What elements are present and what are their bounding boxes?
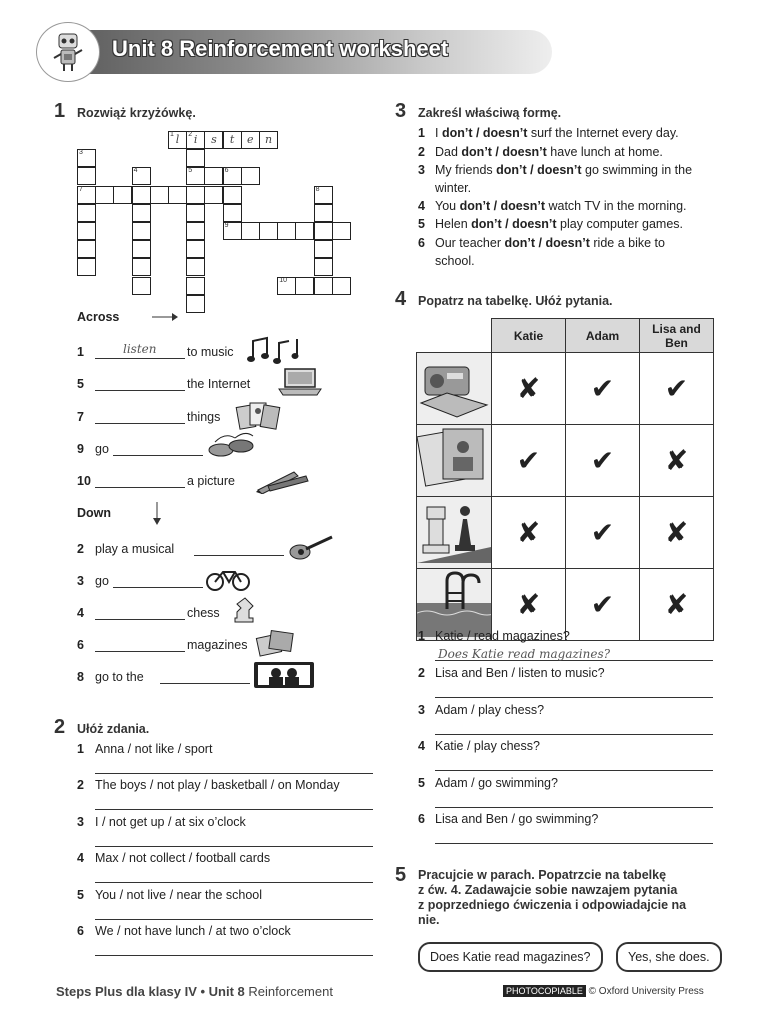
ex2-item-prompt: We / not have lunch / at two o’clock [95,924,291,938]
ex3-subject: I [435,126,442,140]
ex4-answer-text: Does Katie read magazines? [438,647,611,661]
table-cell [640,569,714,641]
exercise-5-instructions [418,868,718,928]
crossword-cell[interactable] [132,222,151,240]
crossword-letter: t [229,133,235,146]
ex3-sentence [435,145,663,159]
ex4-answer-line[interactable] [435,697,713,698]
clue-prefix: go to the [95,670,144,684]
crossword-cell[interactable] [223,222,242,240]
clue-prefix: go [95,442,109,456]
ex3-item-number: 3 [418,163,425,177]
chess-knight-icon [227,596,291,626]
crossword-clue-number: 4 [133,167,138,175]
exercise-2-title: Ułóż zdania. [77,722,150,736]
clue-number: 4 [77,606,84,620]
answer-blank[interactable] [95,487,185,488]
bicycle-icon [205,564,269,594]
crossword-cell[interactable] [186,222,205,240]
crossword-cell[interactable] [95,186,114,204]
column-header: Adam [566,319,640,353]
ex4-question-number: 5 [418,776,425,790]
ex4-answer-line[interactable] [435,843,713,844]
ex2-item-prompt: Anna / not like / sport [95,742,213,756]
music-notes-icon [247,335,311,365]
ex3-rest: watch TV in the morning. [545,199,687,213]
speech-bubble-question: Does Katie read magazines? [418,942,603,972]
crossword-letter: s [211,133,217,146]
down-label: Down [77,506,112,520]
arrow-right-icon [152,312,178,322]
chess-icon [417,497,491,565]
ex3-rest: have lunch at home. [546,145,663,159]
ex3-rest: surf the Internet every day. [527,126,679,140]
ex4-question-prompt: Lisa and Ben / go swimming? [435,812,599,826]
crossword-cell[interactable] [77,222,96,240]
clue-suffix: magazines [187,638,248,652]
crossword-cell[interactable] [332,222,351,240]
ex5-instruction-line: Pracujcie w parach. Popatrzcie na tabelkę [418,868,667,882]
ex3-rest: ride a bike to [589,236,665,250]
ex3-choice[interactable]: don’t / doesn’t [471,217,557,231]
ex2-answer-line[interactable] [95,919,373,920]
ex3-sentence [435,163,692,177]
crossword-cell[interactable] [314,240,333,258]
ex2-item-number: 5 [77,888,84,902]
across-label: Across [77,310,120,324]
robot-icon [52,30,84,72]
crossword-clue-number: 6 [224,167,229,175]
table-cell [566,569,640,641]
ex3-choice[interactable]: don’t / doesn’t [459,199,545,213]
crossword-cell[interactable] [332,277,351,295]
crossword-clue-number: 9 [224,222,229,229]
exercise-4-title: Popatrz na tabelkę. Ułóż pytania. [418,294,613,308]
exercise-1-number: 1 [54,100,66,122]
crossword-cell[interactable] [295,277,314,295]
ex2-item-number: 3 [77,815,84,829]
ex3-sentence [435,126,679,140]
crossword-cell[interactable] [241,167,260,185]
photocopiable-label: PHOTOCOPIABLE [503,985,586,997]
ex2-item-number: 6 [77,924,84,938]
down-clue-2 [77,536,377,562]
crossword-cell[interactable] [204,131,223,149]
page-title: Unit 8 Reinforcement worksheet [112,36,449,61]
table-cell [640,497,714,569]
crossword-clue-number: 1 [170,131,174,138]
table-cell [566,425,640,497]
check-mark-icon: ✔ [516,444,541,477]
crossword-cell[interactable] [223,186,242,204]
ex2-item-number: 1 [77,742,84,756]
check-mark-icon: ✔ [590,444,615,477]
ex3-subject: Dad [435,145,462,159]
answer-blank[interactable] [95,390,185,391]
clue-number: 8 [77,670,84,684]
crossword-cell[interactable] [277,277,296,295]
cross-mark-icon: ✘ [664,516,689,549]
crossword-cell[interactable] [132,186,151,204]
ex2-item-number: 2 [77,778,84,792]
table-cell [640,353,714,425]
across-clue-7 [77,404,377,430]
clue-number: 1 [77,345,84,359]
down-clue-3 [77,568,377,594]
magazines-icon [254,628,318,658]
clue-prefix: go [95,574,109,588]
crossword-cell[interactable] [314,277,333,295]
ex4-question-prompt: Adam / play chess? [435,703,545,717]
ex3-choice[interactable]: don’t / doesn’t [496,163,582,177]
row-picture [417,353,492,425]
crossword-cell[interactable] [186,258,205,276]
clue-suffix: a picture [187,474,235,488]
ex5-instruction-line: z poprzedniego ćwiczenia i odpowiadajcie na [418,898,687,912]
crossword-cell[interactable] [241,131,260,149]
ballet-shoes-icon [205,432,269,462]
ex5-instruction-line: z ćw. 4. Zadawajcie sobie nawzajem pytania [418,883,678,897]
crossword-clue-number: 5 [188,167,193,175]
clue-number: 10 [77,474,91,488]
footer-course-suffix: Reinforcement [248,984,333,999]
crossword-cell[interactable] [186,186,205,204]
footer-copyright [503,986,704,997]
ex3-choice[interactable]: don’t / doesn’t [504,236,590,250]
table-row [417,353,714,425]
crossword-cell[interactable] [186,277,205,295]
ex4-answer-line[interactable] [435,734,713,735]
crossword-cell[interactable] [295,222,314,240]
footer-course-name: Steps Plus dla klasy IV • Unit 8 [56,984,245,999]
cross-mark-icon: ✘ [516,372,541,405]
clue-number: 2 [77,542,84,556]
crossword-cell[interactable] [314,186,333,204]
across-clue-1 [77,339,377,365]
ex2-item-prompt: Max / not collect / football cards [95,851,271,865]
clue-number: 9 [77,442,84,456]
cross-mark-icon: ✘ [516,516,541,549]
clue-number: 5 [77,377,84,391]
answer-blank[interactable] [194,555,284,556]
crossword-cell[interactable] [186,131,205,149]
ex2-answer-line[interactable] [95,955,373,956]
crossword-cell[interactable] [168,131,187,149]
row-picture [417,497,492,569]
answer-blank[interactable] [113,455,203,456]
answer-blank[interactable] [95,651,185,652]
check-mark-icon: ✔ [590,372,615,405]
ex4-answer-line[interactable] [435,770,713,771]
exercise-5-number: 5 [395,864,407,886]
ex4-question-number: 3 [418,703,425,717]
table-cell [492,497,566,569]
answer-blank[interactable] [95,423,185,424]
crossword-clue-number: 8 [315,185,320,193]
crossword-cell[interactable] [132,277,151,295]
table-cell [492,425,566,497]
ex3-choice[interactable]: don’t / doesn’t [441,126,528,140]
crossword-letter: l [175,133,180,146]
crossword-cell[interactable] [204,167,223,185]
crossword-cell[interactable] [314,222,333,240]
ex4-question-prompt: Adam / go swimming? [435,776,558,790]
answer-text: listen [123,342,157,356]
answer-blank[interactable] [160,683,250,684]
crossword-cell[interactable] [77,240,96,258]
cards-icon [234,400,298,430]
radio-icon [417,353,491,421]
activity-table [416,318,714,641]
crossword-cell[interactable] [132,240,151,258]
ex3-item-number: 5 [418,217,425,231]
crossword-cell[interactable] [186,204,205,222]
table-cell [492,353,566,425]
clue-suffix: the Internet [187,377,251,391]
crossword-cell[interactable] [223,131,242,149]
copyright-text: © Oxford University Press [588,986,704,997]
crossword-cell[interactable] [223,204,242,222]
ex3-item-number: 4 [418,199,425,213]
crossword-cell[interactable] [132,204,151,222]
crossword-cell[interactable] [77,149,96,167]
ex3-rest-continued: school. [435,254,475,268]
ex3-item-number: 1 [418,126,425,140]
magazines-icon [417,425,491,493]
table-cell [640,425,714,497]
ex3-item-number: 6 [418,236,425,250]
crossword-cell[interactable] [77,167,96,185]
exercise-4-number: 4 [395,288,407,310]
speech-bubble-answer: Yes, she does. [616,942,722,972]
ex2-item-prompt: The boys / not play / basketball / on Monday [95,778,340,792]
exercise-2-number: 2 [54,716,66,738]
exercise-3-title: Zakreśl właściwą formę. [418,106,562,120]
column-header: Katie [492,319,566,353]
row-picture [417,425,492,497]
crossword-cell[interactable] [223,167,242,185]
ex3-subject: My friends [435,163,497,177]
exercise-3-number: 3 [395,100,407,122]
ex3-rest-continued: winter. [435,181,472,195]
answer-blank[interactable] [95,358,185,359]
down-clue-8 [77,664,377,690]
crossword-cell[interactable] [277,222,296,240]
crossword-cell[interactable] [77,186,96,204]
ex2-item-prompt: I / not get up / at six o’clock [95,815,246,829]
table-row [417,425,714,497]
crossword-cell[interactable] [113,186,132,204]
laptop-icon [275,367,339,397]
crossword-letter: i [193,133,198,146]
ex3-sentence [435,236,665,250]
ex4-question-number: 6 [418,812,425,826]
down-clue-6 [77,632,377,658]
crossword-cell[interactable] [186,240,205,258]
arrow-down-icon [152,502,162,526]
clue-prefix: play a musical [95,542,175,556]
clue-number: 3 [77,574,84,588]
ex3-item-number: 2 [418,145,425,159]
ex4-question-prompt: Katie / read magazines? [435,629,570,643]
ex3-rest: go swimming in the [581,163,693,177]
crossword-letter: e [247,133,254,146]
ex3-rest: play computer games. [556,217,684,231]
crossword-clue-number: 7 [79,185,83,193]
ex5-instruction-line: nie. [418,913,440,927]
down-clue-4 [77,600,377,626]
cinema-icon [252,660,316,690]
crossword-cell[interactable] [186,295,205,313]
ex3-sentence [435,199,687,213]
crossword-clue-number: 3 [79,149,83,157]
clue-suffix: to music [187,345,234,359]
crossword-cell[interactable] [314,204,333,222]
ex4-answer-line[interactable] [435,807,713,808]
footer-course [56,984,333,999]
table-cell [566,353,640,425]
clue-number: 6 [77,638,84,652]
crossword-cell[interactable] [186,149,205,167]
answer-blank[interactable] [113,587,203,588]
ex4-question-number: 2 [418,666,425,680]
crossword-cell[interactable] [132,258,151,276]
cross-mark-icon: ✘ [664,444,689,477]
crossword-cell[interactable] [204,186,223,204]
ex4-question-prompt: Lisa and Ben / listen to music? [435,666,605,680]
ex3-subject: Helen [435,217,472,231]
guitar-icon [286,532,350,562]
crossword-clue-number: 10 [279,276,287,284]
across-clue-9 [77,436,377,462]
ex2-item-prompt: You / not live / near the school [95,888,263,902]
crossword-letter: n [264,133,273,146]
clue-number: 7 [77,410,84,424]
ex2-item-number: 4 [77,851,84,865]
ex2-answer-line[interactable] [95,882,373,883]
check-mark-icon: ✔ [590,588,615,621]
exercise-1-title: Rozwiąż krzyżówkę. [77,106,196,120]
crossword-cell[interactable] [77,258,96,276]
clue-suffix: chess [187,606,220,620]
crossword-cell[interactable] [241,222,260,240]
table-cell [566,497,640,569]
table-row [417,497,714,569]
column-header: Lisa and Ben [640,319,714,353]
ex4-question-prompt: Katie / play chess? [435,739,540,753]
cross-mark-icon: ✘ [664,588,689,621]
across-clue-5 [77,371,377,397]
crossword-cell[interactable] [186,167,205,185]
ex2-answer-line[interactable] [95,846,373,847]
ex3-subject: Our teacher [435,236,505,250]
crossword-cell[interactable] [314,258,333,276]
crossword-cell[interactable] [259,131,278,149]
ex4-question-number: 4 [418,739,425,753]
ex3-subject: You [435,199,460,213]
check-mark-icon: ✔ [664,372,689,405]
crossword-cell[interactable] [259,222,278,240]
crossword-cell[interactable] [168,186,187,204]
ex3-choice[interactable]: don’t / doesn’t [461,145,547,159]
crossword-cell[interactable] [77,204,96,222]
pencils-icon [254,464,318,494]
ex3-sentence [435,217,683,231]
check-mark-icon: ✔ [590,516,615,549]
crossword-clue-number: 2 [188,131,193,138]
ex2-answer-line[interactable] [95,773,373,774]
crossword-cell[interactable] [150,186,169,204]
swimming-pool-icon [417,569,491,637]
ex4-question-number: 1 [418,629,425,643]
crossword-cell[interactable] [132,167,151,185]
across-clue-10 [77,468,377,494]
ex2-answer-line[interactable] [95,809,373,810]
clue-suffix: things [187,410,221,424]
answer-blank[interactable] [95,619,185,620]
cross-mark-icon: ✘ [516,588,541,621]
